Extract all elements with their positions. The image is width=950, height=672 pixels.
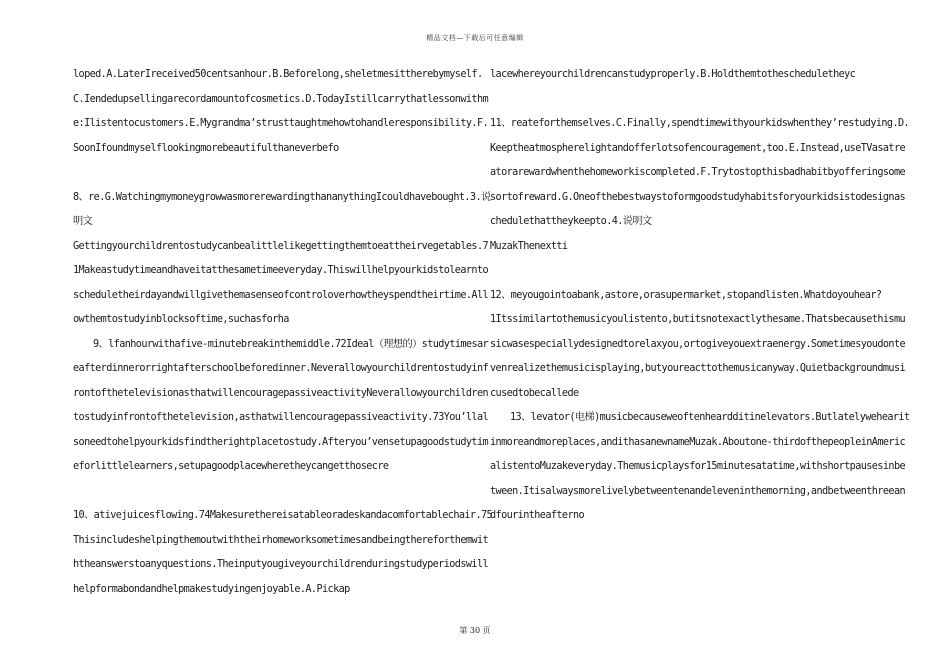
paragraph: 9、lfanhourwithafive-minutebreakinthemiddle.72Ideal（理想的）studytimesareafterdinnerorrightafterschoolbeforedinner.NeverallowyourchildrentostudyinfrontofthetelevisionasthatwillencouragepassiveactivityNeverallowyourchildrentostudyinfrontofthetelevision,asthatwillencouragepassiveactivity.73You’llalsoneedtohelpyourkidsfindtherightplacetostudy.Afteryou’vensetupagoodstudytimeforlittlelearners,setupagoodplacewheretheycangetthosecre bbox=[73, 338, 489, 472]
page-header: 精品文档—下载后可任意编辑 bbox=[426, 34, 524, 42]
paragraph: 11、reateforthemselves.C.Finally,spendtimewithyourkidswhenthey’restudying.D.Keeptheatmospherelightandofferlotsofencouragement,too.E.Instead,useTVasatreatorarewardwhenthehomeworkiscompleted.F.Trytostopthisbadhabitbyofferingsomesortofreward.G.Oneofthebestwaystoformgoodstudyhabitsforyourkidsistodesignaschedulethattheykeepto.4.说明文 bbox=[490, 118, 910, 227]
paragraph: 12、meyougointoabank,astore,orasupermarket,stopandlisten.Whatdoyouhear? bbox=[490, 289, 882, 301]
paragraph: 13、levator(电梯)musicbecauseweoftenheardditinelevators.Butlatelywehearitinmoreandmoreplaces,andithasanewnameMuzak.Aboutone-thirdofthepeopleinAmericalistentoMuzakeveryday.Themusicplaysfor15minutesatatime,withshortpausesinbetween.Itisalwaysmorelivelybetweentenandeleveninthemorning,andbetweenthreeandfourintheafterno bbox=[490, 412, 910, 521]
page-number: 第 30 页 bbox=[459, 626, 491, 635]
paragraph: 8、re.G.WatchingmymoneygrowwasmorerewardingthananythingIcouldhavebought.3.说明文 bbox=[73, 191, 491, 227]
paragraph: Gettingyourchildrentostudycanbealittlelikegettingthemtoeattheirvegetables.71Makeastudytimeandhaveitatthesametimeeveryday.Thiswillhelpyourkidstolearntoscheduletheirdayandwillgivethemasenseofcontroloverhowtheyspendtheirtime.Allowthemtostudyinblocksoftime,suchasforha bbox=[73, 240, 489, 325]
paragraph: 10、ativejuicesflowing.74Makesurethereisatableoradeskandacomfortablechair.75Thisincludeshelpingthemoutwiththeirhomeworksometimesandbeingthereforthemwiththeanswerstoanyquestions.Theinputyougiveyourchildrenduringstudyperiodswillhelpformabondandhelpmakestudyingenjoyable.A.Pickap bbox=[73, 510, 493, 595]
paragraph: 1Itssimilartothemusicyoulistento,butitsnotexactlythesame.Thatsbecausethismusicwasespeciallydesignedtorelaxyou,ortogiveyouextraenergy.Sometimesyoudontevenrealizethemusicisplaying,butyoureacttothemusicanyway.Quietbackgroundmusicusedtobecallede bbox=[490, 314, 906, 399]
left-column bbox=[73, 63, 493, 602]
right-column bbox=[490, 63, 910, 529]
paragraph: lacewhereyourchildrencanstudyproperly.B.Holdthemtothescheduletheyc bbox=[490, 69, 856, 80]
paragraph: MuzakThenextti bbox=[490, 240, 568, 252]
paragraph: loped.A.LaterIreceived50centsanhour.B.Beforelong,sheletmesittherebymyself.C.Iendedupsellingarecordamountofcosmetics.D.TodayIstillcarrythatlessonwithme:Ilistentocustomers.E.Mygrandma’strusttaughtmehowtohandleresponsibility.F.SoonIfoundmyselflookingmorebeautifulthaneverbefo bbox=[73, 69, 489, 154]
